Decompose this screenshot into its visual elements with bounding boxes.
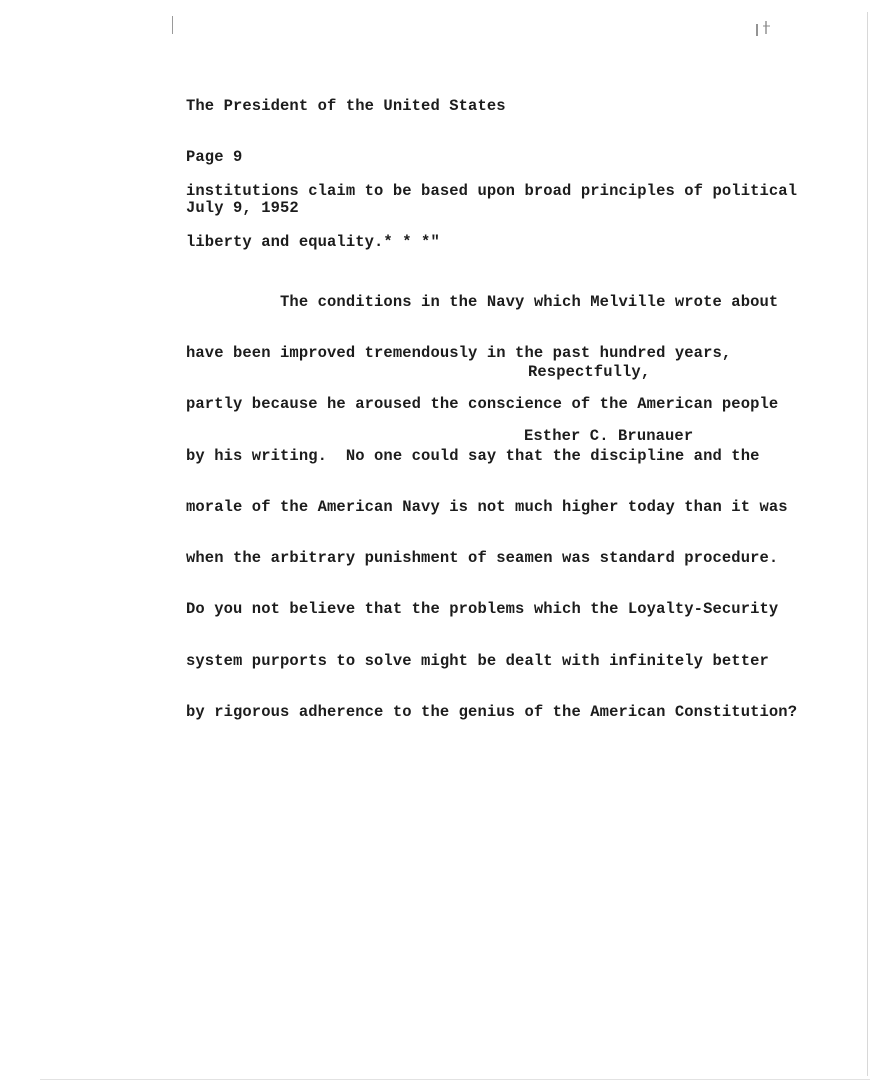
signature-name: Esther C. Brunauer	[524, 427, 694, 445]
letter-date: July 9, 1952	[186, 199, 299, 217]
body-line: by his writing. No one could say that the discipline and the	[186, 446, 760, 465]
body-line: morale of the American Navy is not much higher today than it was	[186, 497, 788, 516]
body-line: liberty and equality.* * *"	[186, 233, 440, 252]
archive-stamp-mark	[752, 18, 776, 40]
body-line: when the arbitrary punishment of seamen was standard procedure.	[186, 549, 779, 568]
body-line: system purports to solve might be dealt with infinitely better	[186, 651, 769, 670]
body-line: institutions claim to be based upon broad principles of political	[186, 182, 798, 201]
body-line: The conditions in the Navy which Melville wrote about	[186, 292, 779, 311]
body-line: have been improved tremendously in the past hundred years,	[186, 344, 732, 363]
paper-right-edge	[867, 12, 868, 1076]
body-line: partly because he aroused the conscience of the American people	[186, 395, 779, 414]
recipient-line: The President of the United States	[186, 97, 506, 115]
body-line: by rigorous adherence to the genius of the American Constitution?	[186, 703, 798, 721]
page-number: Page 9	[186, 148, 243, 166]
paper-bottom-edge	[40, 1079, 870, 1080]
margin-pencil-mark	[172, 16, 173, 34]
letter-body	[186, 149, 797, 755]
body-line: Do you not believe that the problems which the Loyalty-Security	[186, 600, 779, 619]
complimentary-close: Respectfully,	[528, 363, 651, 381]
